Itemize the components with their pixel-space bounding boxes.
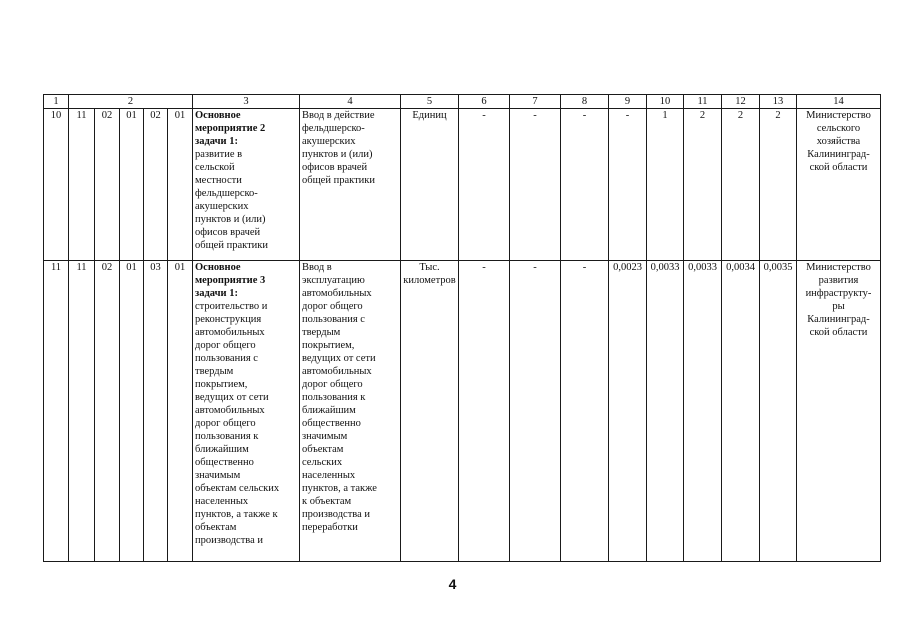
value-cell: - bbox=[459, 109, 510, 261]
code-cell: 11 bbox=[69, 261, 95, 562]
measure-text: строительство и реконструкция автомобильных дорог общего пользования с твердым покрытием, ведущих от сети автомобильных дорог общего пользования к ближайшим общественно значимым объектам сельских населенных пунктов, а также к объектам производства и bbox=[195, 301, 280, 546]
header-col-4: 4 bbox=[300, 95, 401, 109]
code-cell: 02 bbox=[95, 109, 120, 261]
header-row bbox=[44, 95, 881, 109]
row-number: 11 bbox=[44, 261, 69, 562]
indicator-description: Ввод в действие фельдшерско- акушерских пунктов и (или) офисов врачей общей практики bbox=[300, 109, 401, 261]
value-cell: - bbox=[510, 109, 561, 261]
value-cell: - bbox=[609, 109, 647, 261]
header-col-7: 7 bbox=[510, 95, 561, 109]
unit-cell: Тыс. километров bbox=[401, 261, 459, 562]
code-cell: 11 bbox=[69, 109, 95, 261]
header-col-3: 3 bbox=[193, 95, 300, 109]
measure-title: Основное мероприятие 3 задачи 1: bbox=[195, 262, 266, 299]
header-col-9: 9 bbox=[609, 95, 647, 109]
measure-title: Основное мероприятие 2 задачи 1: bbox=[195, 110, 266, 147]
code-cell: 01 bbox=[120, 261, 144, 562]
indicators-table bbox=[43, 94, 881, 562]
measure-name-cell bbox=[193, 109, 300, 261]
value-cell: - bbox=[510, 261, 561, 562]
header-col-11: 11 bbox=[684, 95, 722, 109]
value-cell: 2 bbox=[722, 109, 760, 261]
table-row bbox=[44, 261, 881, 562]
value-cell: 0,0035 bbox=[760, 261, 797, 562]
value-cell: 2 bbox=[684, 109, 722, 261]
code-cell: 03 bbox=[144, 261, 168, 562]
value-cell: 2 bbox=[760, 109, 797, 261]
page-number: 4 bbox=[448, 576, 457, 592]
code-cell: 02 bbox=[95, 261, 120, 562]
value-cell: - bbox=[561, 109, 609, 261]
header-col-2: 2 bbox=[69, 95, 193, 109]
value-cell: 1 bbox=[647, 109, 684, 261]
value-cell: 0,0034 bbox=[722, 261, 760, 562]
header-col-5: 5 bbox=[401, 95, 459, 109]
measure-name-cell bbox=[193, 261, 300, 562]
measure-text: развитие в сельской местности фельдшерско- акушерских пунктов и (или) офисов врачей общей практики bbox=[195, 149, 269, 251]
header-col-12: 12 bbox=[722, 95, 760, 109]
header-col-14: 14 bbox=[797, 95, 881, 109]
header-col-8: 8 bbox=[561, 95, 609, 109]
header-col-10: 10 bbox=[647, 95, 684, 109]
code-cell: 02 bbox=[144, 109, 168, 261]
value-cell: - bbox=[459, 261, 510, 562]
value-cell: 0,0033 bbox=[684, 261, 722, 562]
code-cell: 01 bbox=[120, 109, 144, 261]
unit-cell: Единиц bbox=[401, 109, 459, 261]
responsible-executor: Министерство развития инфраструкту- ры Калининград- ской области bbox=[797, 261, 881, 562]
responsible-executor: Министерство сельского хозяйства Калининград- ской области bbox=[797, 109, 881, 261]
value-cell: 0,0033 bbox=[647, 261, 684, 562]
header-col-1: 1 bbox=[44, 95, 69, 109]
code-cell: 01 bbox=[168, 109, 193, 261]
header-col-6: 6 bbox=[459, 95, 510, 109]
header-col-13: 13 bbox=[760, 95, 797, 109]
table-row bbox=[44, 109, 881, 261]
indicator-description: Ввод в эксплуатацию автомобильных дорог общего пользования с твердым покрытием, ведущих от сети автомобильных дорог общего пользования к ближайшим общественно значимым объектам сельских населенных пунктов, а также к объектам производства и переработки bbox=[300, 261, 401, 562]
value-cell: 0,0023 bbox=[609, 261, 647, 562]
code-cell: 01 bbox=[168, 261, 193, 562]
row-number: 10 bbox=[44, 109, 69, 261]
value-cell: - bbox=[561, 261, 609, 562]
